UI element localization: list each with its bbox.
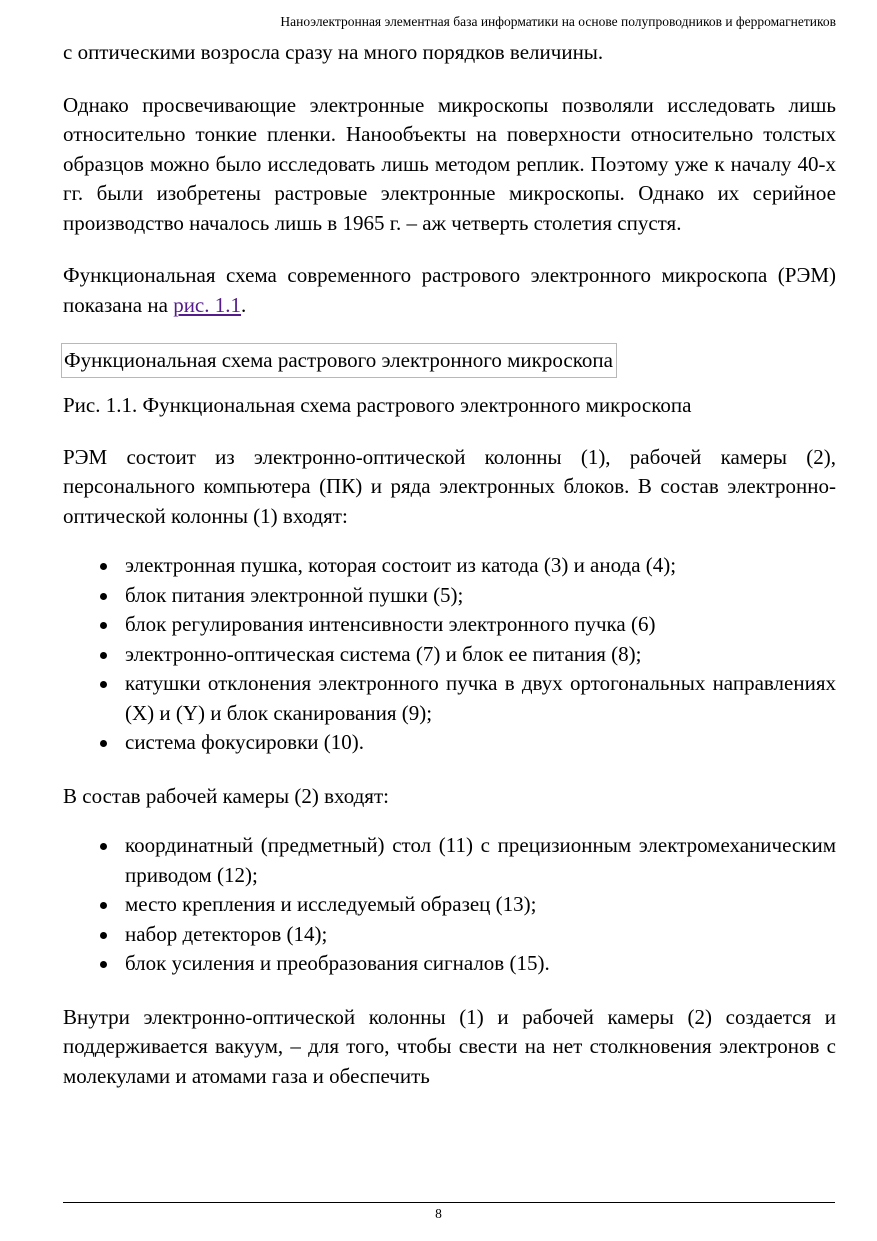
scheme-text-after: .: [241, 292, 247, 317]
column-components-list: [63, 551, 836, 758]
paragraph-continued: с оптическими возросла сразу на много порядков величины.: [63, 40, 604, 64]
list-item: [125, 640, 836, 670]
scheme-text-before: Функциональная схема современного растрового электронного микроскопа (РЭМ) показана на: [63, 263, 836, 317]
paragraph-sem-column: РЭМ состоит из электронно-оптической колонны (1), рабочей камеры (2), персонального компьютера (ПК) и ряда электронных блоков. В состав электронно-оптической колонны (1) входят:: [63, 444, 836, 528]
bullet-icon: [100, 902, 107, 909]
list-item: [125, 581, 836, 611]
list-item-text: место крепления и исследуемый образец (13);: [125, 892, 537, 916]
list-item-text: электронная пушка, которая состоит из катода (3) и анода (4);: [125, 553, 677, 577]
bullet-icon: [100, 681, 107, 688]
paragraph-chamber: В состав рабочей камеры (2) входят:: [63, 783, 389, 808]
list-item: [125, 669, 836, 728]
list-item-text: набор детекторов (14);: [125, 921, 328, 946]
bullet-icon: [100, 740, 107, 747]
list-item-text: блок регулирования интенсивности электронного пучка (6): [125, 612, 656, 636]
list-item: [125, 920, 836, 950]
list-item-text: электронно-оптическая система (7) и блок ее питания (8);: [125, 641, 642, 666]
paragraph-vacuum: Внутри электронно-оптической колонны (1) и рабочей камеры (2) создается и поддерживается вакуум, – для того, чтобы свести на нет столкновения электронов с молекулами и атомами газа и обеспечить: [63, 1004, 836, 1088]
list-item-text: блок питания электронной пушки (5);: [125, 582, 464, 607]
figure-image-placeholder: Функциональная схема растрового электронного микроскопа: [61, 343, 617, 378]
list-item: [125, 728, 836, 758]
running-header: Наноэлектронная элементная база информатики на основе полупроводников и ферромагнетиков: [280, 14, 836, 29]
list-item-text: система фокусировки (10).: [125, 730, 365, 754]
figure-link[interactable]: рис. 1.1: [173, 292, 241, 317]
figure-caption: Рис. 1.1. Функциональная схема растрового электронного микроскопа: [63, 393, 692, 417]
list-item: [125, 890, 836, 920]
paragraph-tem-limits: Однако просвечивающие электронные микроскопы позволяли исследовать лишь относительно тонкие пленки. Нанообъекты на поверхности относительно толстых образцов можно было исследовать лишь методом реплик. Поэтому уже к началу 40-х гг. были изобретены растровые электронные микроскопы. Однако их серийное производство началось лишь в 1965 г. – аж четверть столетия спустя.: [63, 92, 836, 235]
list-item: [125, 551, 836, 581]
body-text: [63, 38, 836, 1091]
paragraph-scheme-reference: [63, 261, 836, 320]
bullet-icon: [100, 932, 107, 939]
footer-divider: [63, 1202, 835, 1203]
list-item-text: координатный (предметный) стол (11) с прецизионным электромеханическим приводом (12);: [125, 833, 836, 887]
bullet-icon: [100, 563, 107, 570]
list-item-text: блок усиления и преобразования сигналов (15).: [125, 951, 550, 975]
list-item-text: катушки отклонения электронного пучка в двух ортогональных направлениях (X) и (Y) и блок сканирования (9);: [125, 671, 836, 725]
list-item: [125, 831, 836, 890]
list-item: [125, 610, 836, 640]
bullet-icon: [100, 593, 107, 600]
bullet-icon: [100, 961, 107, 968]
bullet-icon: [100, 652, 107, 659]
list-item: [125, 949, 836, 979]
bullet-icon: [100, 622, 107, 629]
chamber-components-list: [63, 831, 836, 979]
page-number: 8: [435, 1206, 442, 1221]
bullet-icon: [100, 843, 107, 850]
figure-container: [63, 343, 836, 378]
